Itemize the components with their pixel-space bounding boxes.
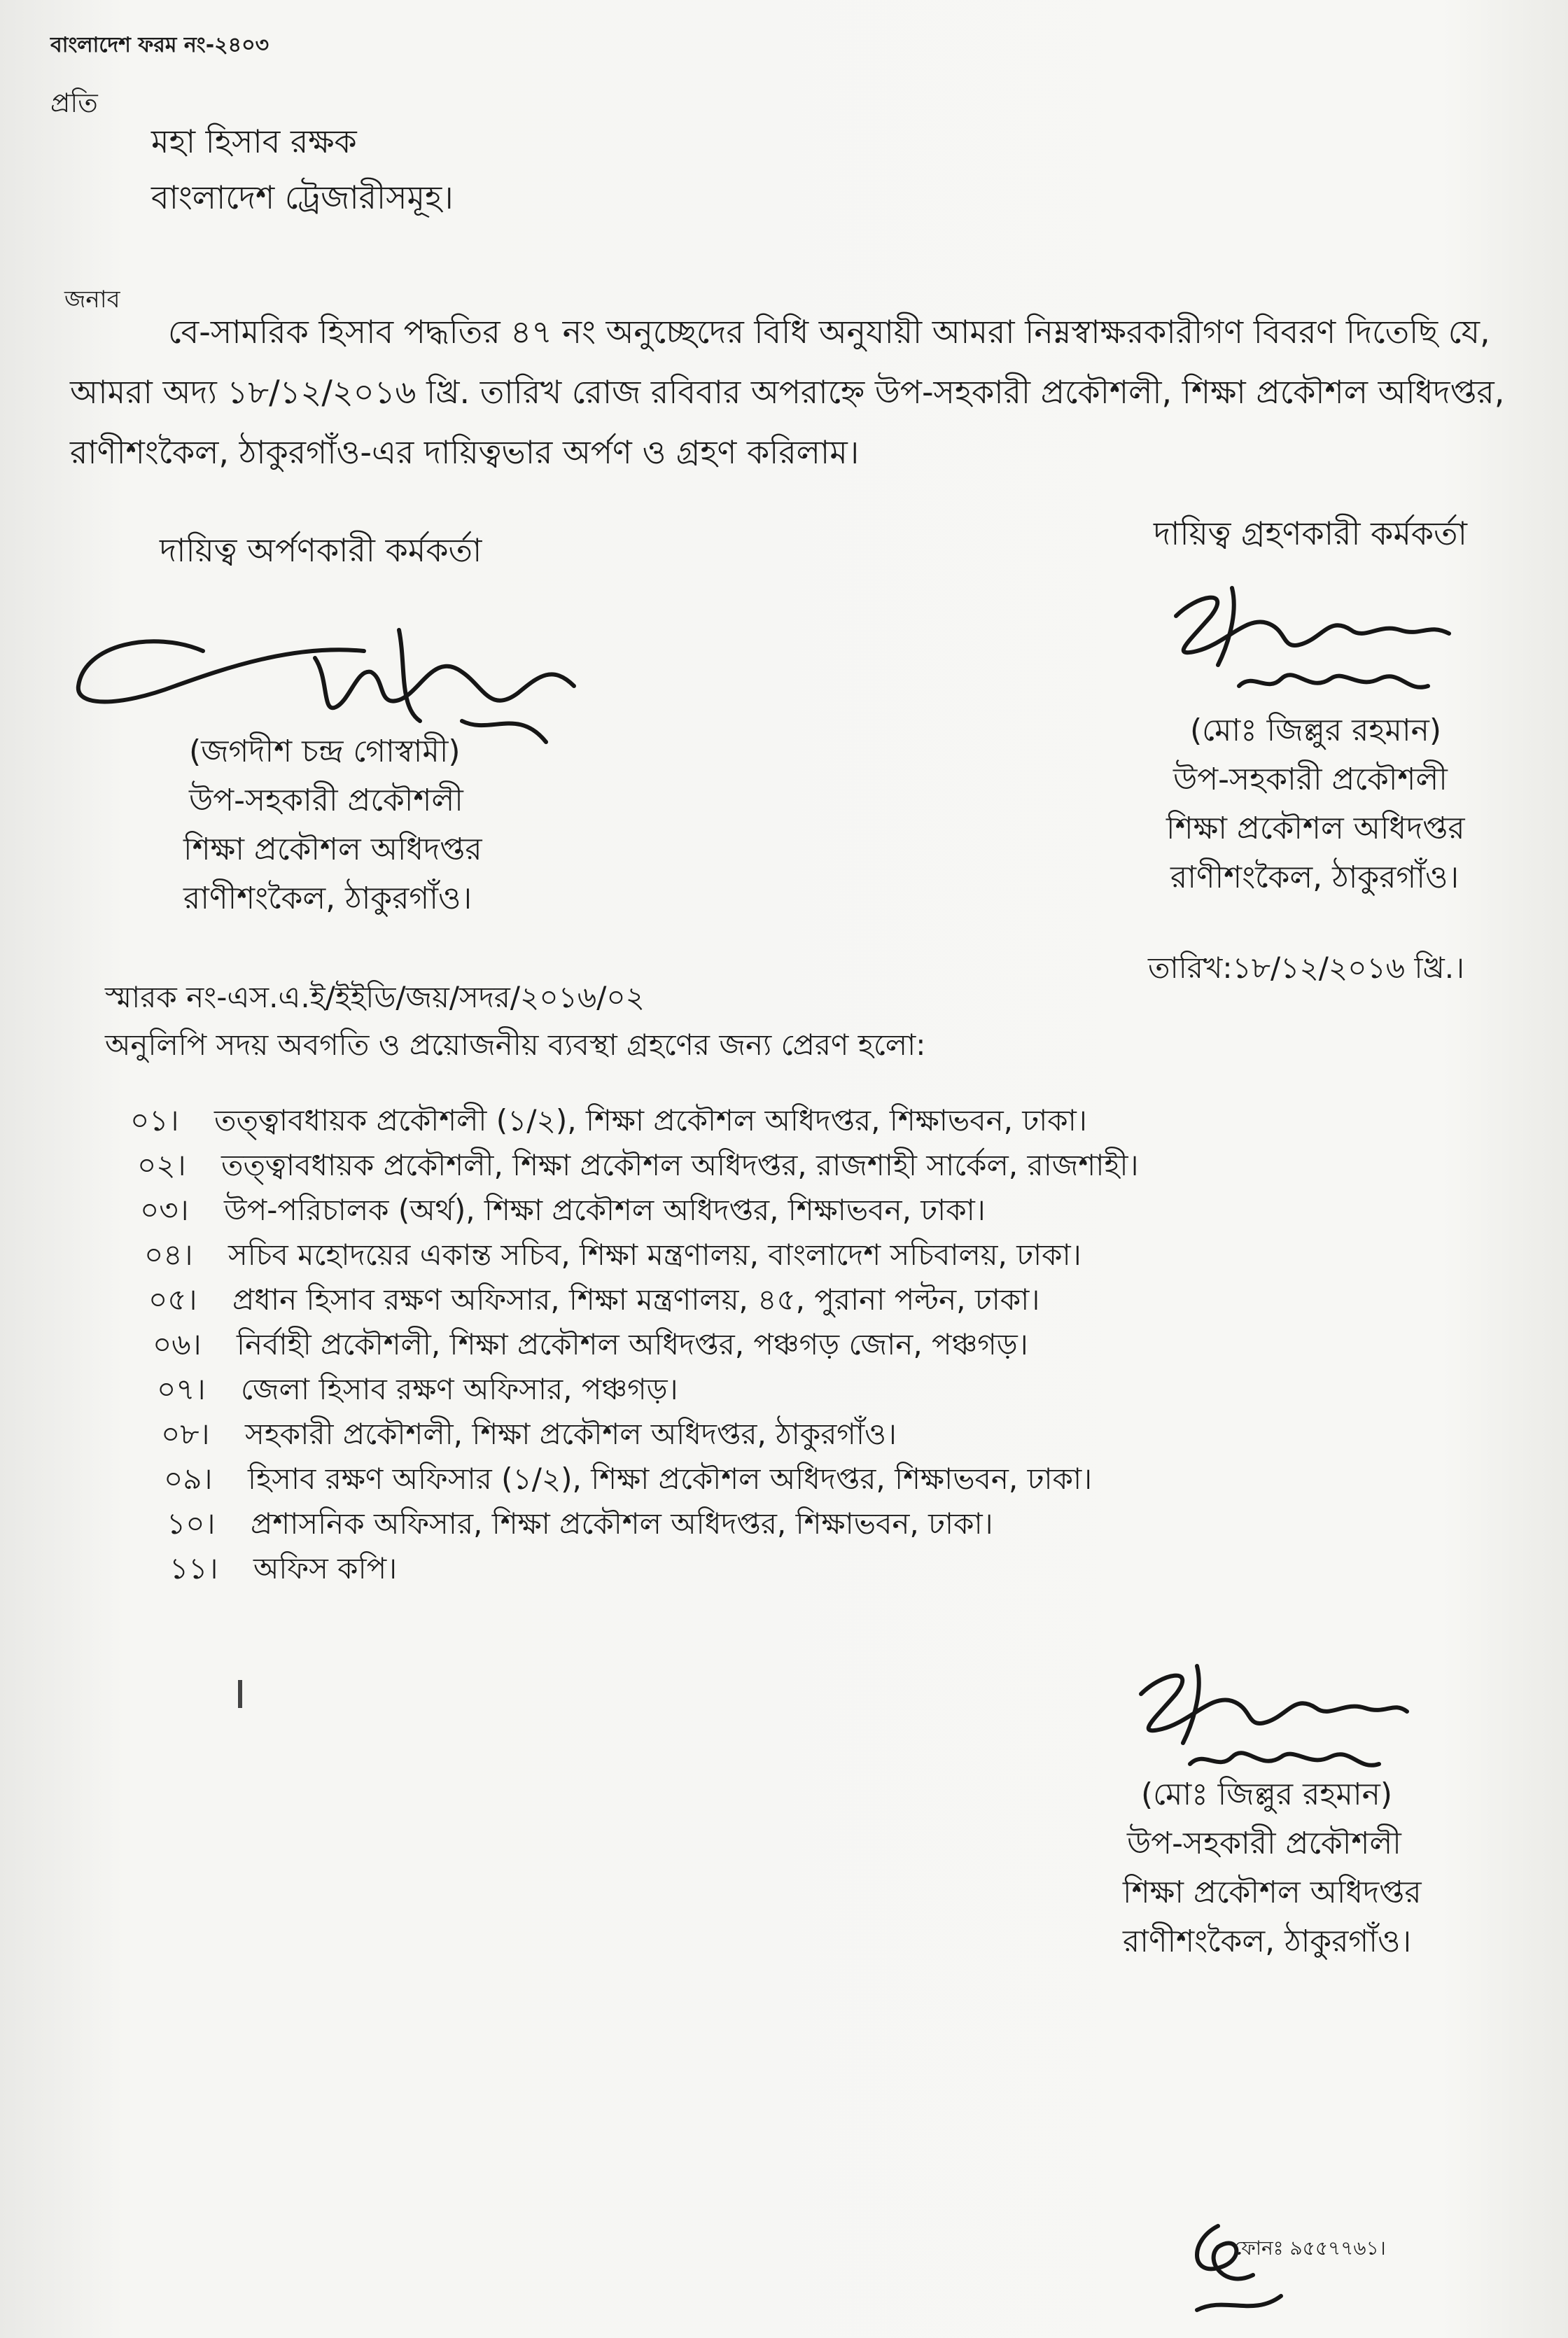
list-item: ০৬। নির্বাহী প্রকৌশলী, শিক্ষা প্রকৌশল অধিদপ্তর, পঞ্চগড় জোন, পঞ্চগড়। <box>153 1327 1028 1362</box>
body-line-1: বে-সামরিক হিসাব পদ্ধতির ৪৭ নং অনুচ্ছেদের বিধি অনুযায়ী আমরা নিম্নস্বাক্ষরকারীগণ বিবরণ দিতেছি যে, <box>168 313 1490 351</box>
footer-department: শিক্ষা প্রকৌশল অধিদপ্তর <box>1123 1875 1422 1910</box>
list-item: ০১। তত্ত্বাবধায়ক প্রকৌশলী (১/২), শিক্ষা প্রকৌশল অধিদপ্তর, শিক্ষাভবন, ঢাকা। <box>130 1103 1087 1138</box>
handover-location: রাণীশংকৈল, ঠাকুরগাঁও। <box>183 881 472 916</box>
list-item: ০৭। জেলা হিসাব রক্ষণ অফিসার, পঞ্চগড়। <box>157 1372 678 1406</box>
takeover-designation: উপ-সহকারী প্রকৌশলী <box>1173 762 1448 797</box>
form-number: বাংলাদেশ ফরম নং-২৪০৩ <box>50 33 270 57</box>
takeover-name: (মোঃ জিল্লুর রহমান) <box>1190 713 1442 748</box>
handover-heading: দায়িত্ব অর্পণকারী কর্মকর্তা <box>160 531 482 569</box>
salutation: জনাব <box>64 286 120 314</box>
handover-designation: উপ-সহকারী প্রকৌশলী <box>189 783 463 818</box>
phone-number: ফোনঃ ৯৫৫৭৭৬১। <box>1233 2236 1386 2260</box>
takeover-location: রাণীশংকৈল, ঠাকুরগাঁও। <box>1170 860 1460 895</box>
body-line-3: রাণীশংকৈল, ঠাকুরগাঁও-এর দায়িত্বভার অর্পণ ও গ্রহণ করিলাম। <box>70 433 860 471</box>
handover-department: শিক্ষা প্রকৌশল অধিদপ্তর <box>183 832 482 867</box>
addressee-line-1: মহা হিসাব রক্ষক <box>151 122 357 160</box>
takeover-heading: দায়িত্ব গ্রহণকারী কর্মকর্তা <box>1154 514 1467 552</box>
scan-mark <box>238 1680 242 1708</box>
list-item: ০৮। সহকারী প্রকৌশলী, শিক্ষা প্রকৌশল অধিদপ্তর, ঠাকুরগাঁও। <box>161 1417 897 1451</box>
copy-line: অনুলিপি সদয় অবগতি ও প্রয়োজনীয় ব্যবস্থা গ্রহণের জন্য প্রেরণ হলো: <box>105 1028 926 1062</box>
list-item: ১১। অফিস কপি। <box>169 1551 398 1586</box>
list-item: ১০। প্রশাসনিক অফিসার, শিক্ষা প্রকৌশল অধিদপ্তর, শিক্ষাভবন, ঢাকা। <box>167 1506 993 1541</box>
handover-name: (জগদীশ চন্দ্র গোস্বামী) <box>189 734 461 769</box>
list-item: ০৪। সচিব মহোদয়ের একান্ত সচিব, শিক্ষা মন্ত্রণালয়, বাংলাদেশ সচিবালয়, ঢাকা। <box>144 1238 1082 1272</box>
footer-signature <box>1120 1652 1428 1785</box>
memo-number: স্মারক নং-এস.এ.ই/ইইডি/জয়/সদর/২০১৬/০২ <box>105 980 645 1014</box>
footer-name: (মোঃ জিল্লুর রহমান) <box>1141 1777 1393 1812</box>
list-item: ০৩। উপ-পরিচালক (অর্থ), শিক্ষা প্রকৌশল অধিদপ্তর, শিক্ষাভবন, ঢাকা। <box>140 1193 986 1227</box>
list-item: ০৯। হিসাব রক্ষণ অফিসার (১/২), শিক্ষা প্রকৌশল অধিদপ্তর, শিক্ষাভবন, ঢাকা। <box>164 1462 1093 1496</box>
addressee-line-2: বাংলাদেশ ট্রেজারীসমূহ। <box>151 178 454 216</box>
to-label: প্রতি <box>50 88 98 118</box>
initials-signature <box>1176 2212 1288 2324</box>
list-item: ০৫। প্রধান হিসাব রক্ষণ অফিসার, শিক্ষা মন্ত্রণালয়, ৪৫, পুরানা পল্টন, ঢাকা। <box>148 1282 1040 1317</box>
footer-designation: উপ-সহকারী প্রকৌশলী <box>1127 1826 1401 1861</box>
takeover-department: শিক্ষা প্রকৌশল অধিদপ্তর <box>1166 811 1465 846</box>
takeover-signature <box>1155 574 1477 714</box>
body-line-2: আমরা অদ্য ১৮/১২/২০১৬ খ্রি. তারিখ রোজ রবিবার অপরাহ্নে উপ-সহকারী প্রকৌশলী, শিক্ষা প্রকৌশল অধিদপ্তর, <box>70 373 1505 411</box>
list-item: ০২। তত্ত্বাবধায়ক প্রকৌশলী, শিক্ষা প্রকৌশল অধিদপ্তর, রাজশাহী সার্কেল, রাজশাহী। <box>137 1148 1139 1182</box>
memo-date: তারিখ:১৮/১২/২০১৬ খ্রি.। <box>1148 951 1465 985</box>
footer-location: রাণীশংকৈল, ঠাকুরগাঁও। <box>1123 1924 1412 1959</box>
